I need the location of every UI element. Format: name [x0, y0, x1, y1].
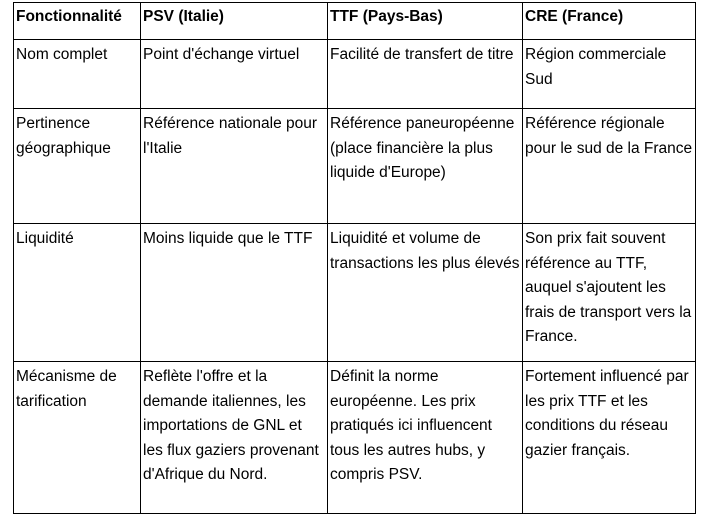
cell-ttf: Liquidité et volume de transactions les plus élevés — [328, 224, 523, 362]
cell-psv: Reflète l'offre et la demande italiennes, les importations de GNL et les flux gaziers provenant d'Afrique du Nord. — [141, 362, 328, 514]
cell-feature: Mécanisme de tarification — [14, 362, 141, 514]
cell-ttf: Définit la norme européenne. Les prix pratiqués ici influencent tous les autres hubs, y compris PSV. — [328, 362, 523, 514]
cell-feature: Pertinence géographique — [14, 109, 141, 224]
cell-feature: Liquidité — [14, 224, 141, 362]
header-ttf: TTF (Pays-Bas) — [328, 3, 523, 40]
cell-psv: Référence nationale pour l'Italie — [141, 109, 328, 224]
table-row-liquidity — [14, 224, 696, 362]
gas-hub-comparison-table — [13, 2, 696, 514]
cell-psv: Moins liquide que le TTF — [141, 224, 328, 362]
table-row-pricing-mechanism — [14, 362, 696, 514]
comparison-table-container — [13, 2, 696, 514]
cell-feature: Nom complet — [14, 40, 141, 109]
cell-psv: Point d'échange virtuel — [141, 40, 328, 109]
header-psv: PSV (Italie) — [141, 3, 328, 40]
table-header-row — [14, 3, 696, 40]
cell-cre: Son prix fait souvent référence au TTF, auquel s'ajoutent les frais de transport vers la France. — [523, 224, 696, 362]
cell-ttf: Référence paneuropéenne (place financière la plus liquide d'Europe) — [328, 109, 523, 224]
table-row-full-name — [14, 40, 696, 109]
header-cre: CRE (France) — [523, 3, 696, 40]
cell-ttf: Facilité de transfert de titre — [328, 40, 523, 109]
header-feature: Fonctionnalité — [14, 3, 141, 40]
table-row-geographic-relevance — [14, 109, 696, 224]
cell-cre: Référence régionale pour le sud de la France — [523, 109, 696, 224]
cell-cre: Fortement influencé par les prix TTF et les conditions du réseau gazier français. — [523, 362, 696, 514]
cell-cre: Région commerciale Sud — [523, 40, 696, 109]
